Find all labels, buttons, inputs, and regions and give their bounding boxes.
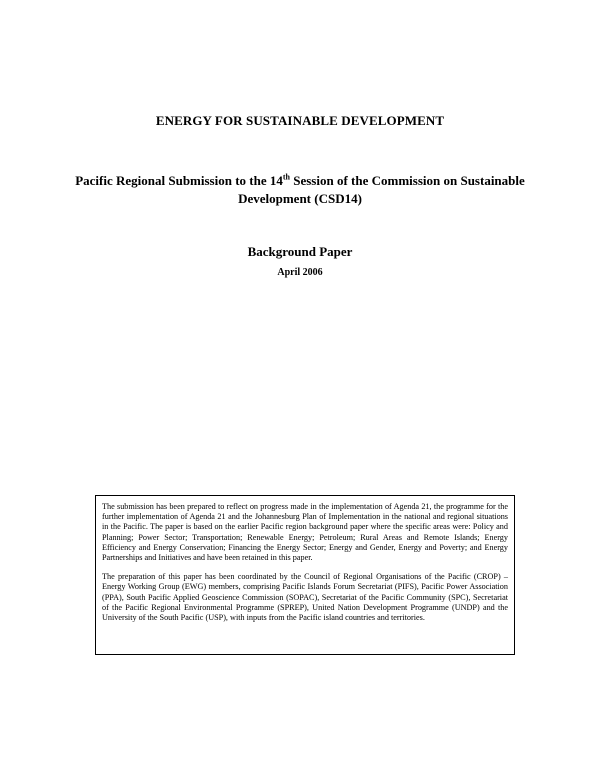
- document-subtitle: [60, 172, 540, 208]
- document-title: ENERGY FOR SUSTAINABLE DEVELOPMENT: [155, 113, 445, 128]
- summary-paragraph-1: The submission has been prepared to reflect on progress made in the implementation of Agenda 21, the programme for the further implementation of Agenda 21 and the Johannesburg Plan of Implementation in the national and regional situations in the Pacific. The paper is based on the earlier Pacific region background paper where the specific areas were: Policy and Planning; Power Sector; Transportation; Renewable Energy; Petroleum; Rural Areas and Remote Islands; Energy Efficiency and Energy Conservation; Financing the Energy Sector; Energy and Gender, Energy and Poverty; and Energy Partnerships and Initiatives and have been retained in this paper.: [102, 502, 508, 563]
- subtitle-superscript: th: [282, 172, 290, 182]
- paper-date: April 2006: [277, 267, 323, 278]
- summary-box: [95, 495, 515, 655]
- subtitle-text-before: Pacific Regional Submission to the 14: [75, 173, 283, 188]
- subtitle-text-after: Session of the Commission on Sustainable Development (CSD14): [238, 173, 525, 206]
- paper-type-heading: Background Paper: [247, 244, 353, 259]
- summary-paragraph-2: The preparation of this paper has been coordinated by the Council of Regional Organisations of the Pacific (CROP) – Energy Working Group (EWG) members, comprising Pacific Islands Forum Secretariat (PIFS), Pacific Power Association (PPA), South Pacific Applied Geoscience Commission (SOPAC), Secretariat of the Pacific Community (SPC), Secretariat of the Pacific Regional Environmental Programme (SPREP), United Nation Development Programme (UNDP) and the University of the South Pacific (USP), with inputs from the Pacific island countries and territories.: [102, 572, 508, 623]
